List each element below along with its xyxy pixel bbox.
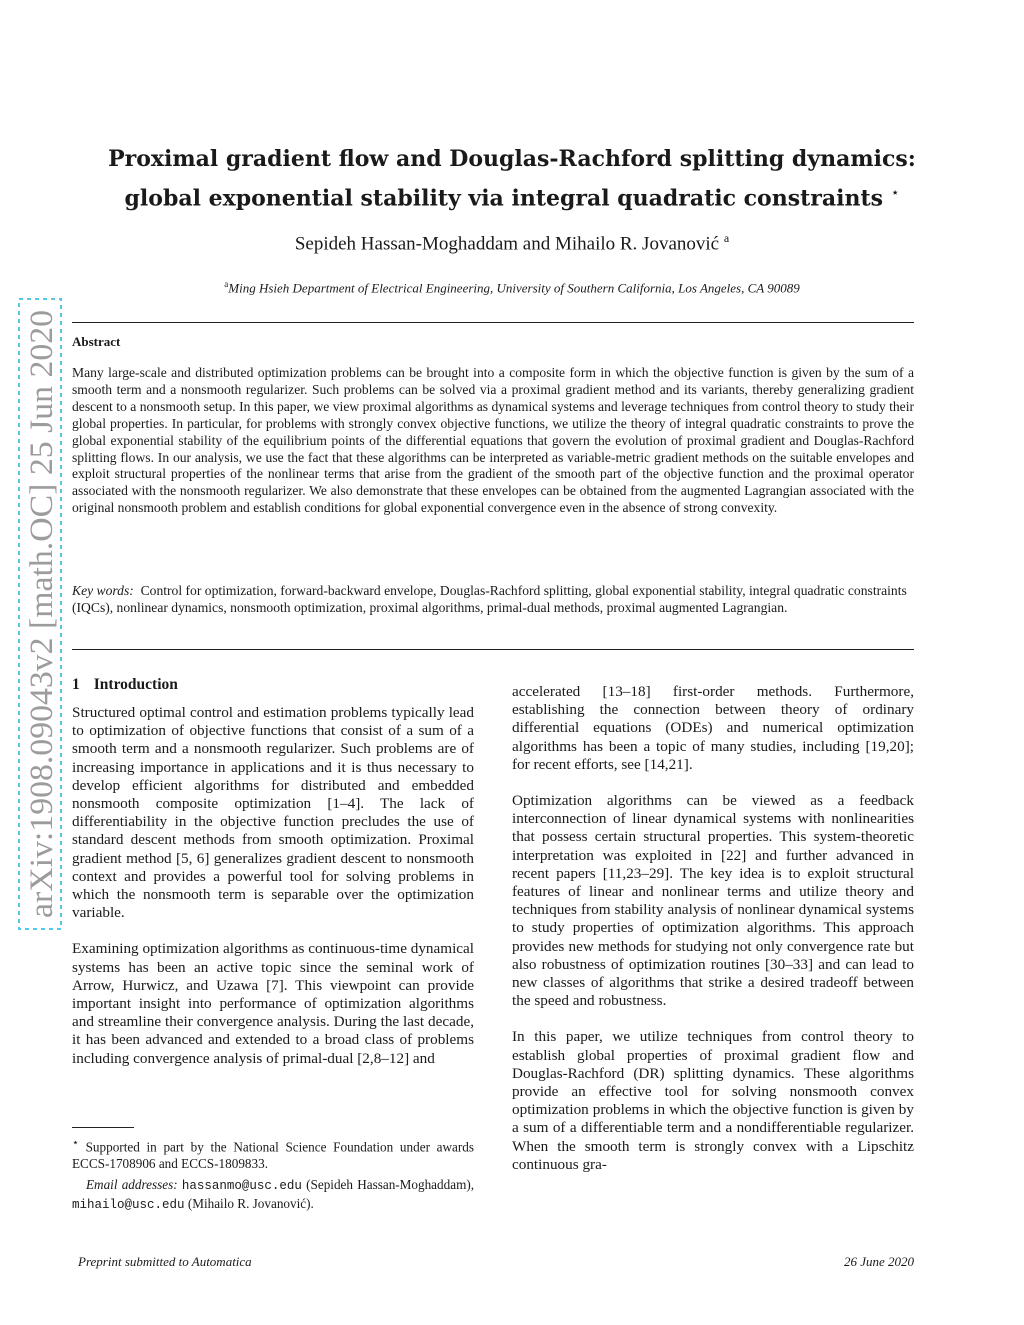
email-label: Email addresses:: [86, 1177, 178, 1193]
title-line-2-text: global exponential stability via integral quadratic constraints: [124, 185, 884, 212]
title-star-mark: ⋆: [890, 185, 900, 201]
author-names: Sepideh Hassan-Moghaddam and Mihailo R. Jovanović: [294, 233, 720, 255]
affil-marker: a: [224, 279, 229, 289]
paper-title: [60, 142, 964, 215]
title-line-1: Proximal gradient flow and Douglas-Rachford splitting dynamics:: [108, 146, 916, 172]
footnote-support-text: Supported in part by the National Science Foundation under awards ECCS-1708906 and ECCS-1809833.: [72, 1139, 475, 1172]
footnotes: [72, 1135, 474, 1218]
right-column: [512, 683, 914, 1174]
footer-journal: Preprint submitted to Automatica: [78, 1254, 252, 1269]
left-column: [72, 704, 474, 1068]
email-owner: (Mihailo R. Jovanović).: [187, 1196, 314, 1212]
bottom-rule: [72, 649, 914, 650]
top-rule: [72, 322, 914, 323]
affiliation: [60, 279, 964, 296]
paragraph: Structured optimal control and estimation problems typically lead to optimization of objective functions that consist of a sum of a smooth term and a nonsmooth regularizer. Such problems are of increasing importance in applications and it is thus necessary to develop efficient algorithms for distributed and embedded nonsmooth composite optimization [1–4]. The lack of differentiability in the objective function precludes the use of standard descent methods from smooth optimization. Proximal gradient method [5, 6] generalizes gradient descent to nonsmooth context and provides a powerful tool for solving problems in which the nonsmooth term is separable over the optimization variable.: [72, 704, 474, 922]
paragraph: In this paper, we utilize techniques from control theory to establish global properties of proximal gradient flow and Douglas-Rachford (DR) splitting dynamics. These algorithms provide an effective tool for solving nonsmooth convex optimization problems in which the objective function is given by a sum of a differentiable term and a nondifferentiable regularizer. When the smooth term is strongly convex with a Lipschitz continuous gra-: [512, 1028, 914, 1173]
section-number: 1: [72, 676, 80, 693]
paragraph: Optimization algorithms can be viewed as a feedback interconnection of linear dynamical systems with nonlinearities that possess certain structural properties. This system-theoretic interpretation was exploited in [22] and further advanced in recent papers [11,23–29]. The key idea is to exploit structural features of linear and nonlinear terms and utilize theory and techniques from stability analysis of nonlinear dynamical systems to study properties of optimization algorithms. This approach provides new methods for studying not only convergence rate but also robustness of optimization routines [30–33] and can lead to new classes of algorithms that strike a desired tradeoff between the speed and robustness.: [512, 792, 914, 1010]
footnote-support: [72, 1135, 474, 1172]
email-owner: (Sepideh Hassan-Moghaddam),: [306, 1177, 475, 1193]
section-title: Introduction: [93, 676, 178, 693]
title-line-2: [60, 176, 964, 215]
paragraph: accelerated [13–18] first-order methods. Furthermore, establishing the connection between theory of ordinary differential equations (ODEs) and numerical optimization algorithms has been a topic of many studies, including [19,20]; for recent efforts, see [14,21].: [512, 683, 914, 773]
keywords-label: Key words:: [72, 583, 134, 598]
footnote-star: ⋆: [72, 1137, 79, 1149]
email-link[interactable]: hassanmo@usc.edu: [181, 1179, 302, 1194]
abstract-heading: Abstract: [72, 334, 121, 349]
footnote-rule: [72, 1127, 134, 1128]
section-heading: [72, 676, 192, 694]
abstract-body: Many large-scale and distributed optimization problems can be brought into a composite form in which the objective function is given by the sum of a smooth term and a nonsmooth regularizer. Such problems can be solved via a proximal gradient method and its variants, thereby generalizing gradient descent to a nonsmooth setup. In this paper, we view proximal algorithms as dynamical systems and leverage techniques from control theory to study their global properties. In particular, for problems with strongly convex objective functions, we utilize the theory of integral quadratic constraints to prove the global exponential stability of the equilibrium points of the differential equations that govern the evolution of proximal gradient and Douglas-Rachford splitting flows. In our analysis, we use the fact that these algorithms can be interpreted as variable-metric gradient methods on the suitable envelopes and exploit structural properties of the nonlinear terms that arise from the gradient of the smooth part of the objective function and the proximal operator associated with the nonsmooth regularizer. We also demonstrate that these envelopes can be obtained from the augmented Lagrangian associated with the original nonsmooth problem and establish conditions for global exponential convergence even in the absence of strong convexity.: [72, 365, 914, 516]
arxiv-stamp: [18, 298, 62, 930]
keywords: [72, 582, 914, 616]
keywords-text: Control for optimization, forward-backward envelope, Douglas-Rachford splitting, global exponential stability, integral quadratic constraints (IQCs), nonlinear dynamics, nonsmooth optimization, proximal algorithms, primal-dual methods, proximal augmented Lagrangian.: [72, 583, 907, 615]
paragraph: Examining optimization algorithms as continuous-time dynamical systems has been an active topic since the seminal work of Arrow, Hurwicz, and Uzawa [7]. This viewpoint can provide important insight into performance of optimization algorithms and streamline their convergence analysis. During the last decade, it has been advanced and extended to a broad class of problems including convergence analysis of primal-dual [2,8–12] and: [72, 940, 474, 1067]
affil-text: Ming Hsieh Department of Electrical Engineering, University of Southern California, Los Angeles, CA 90089: [228, 280, 800, 296]
author-list: [60, 231, 964, 255]
arxiv-stamp-text: arXiv:1908.09043v2 [math.OC] 25 Jun 2020: [24, 324, 60, 918]
email-link[interactable]: mihailo@usc.edu: [72, 1198, 185, 1213]
footnote-emails: [72, 1176, 474, 1214]
author-affil-marker: a: [723, 231, 730, 245]
footer-date: 26 June 2020: [843, 1254, 914, 1269]
